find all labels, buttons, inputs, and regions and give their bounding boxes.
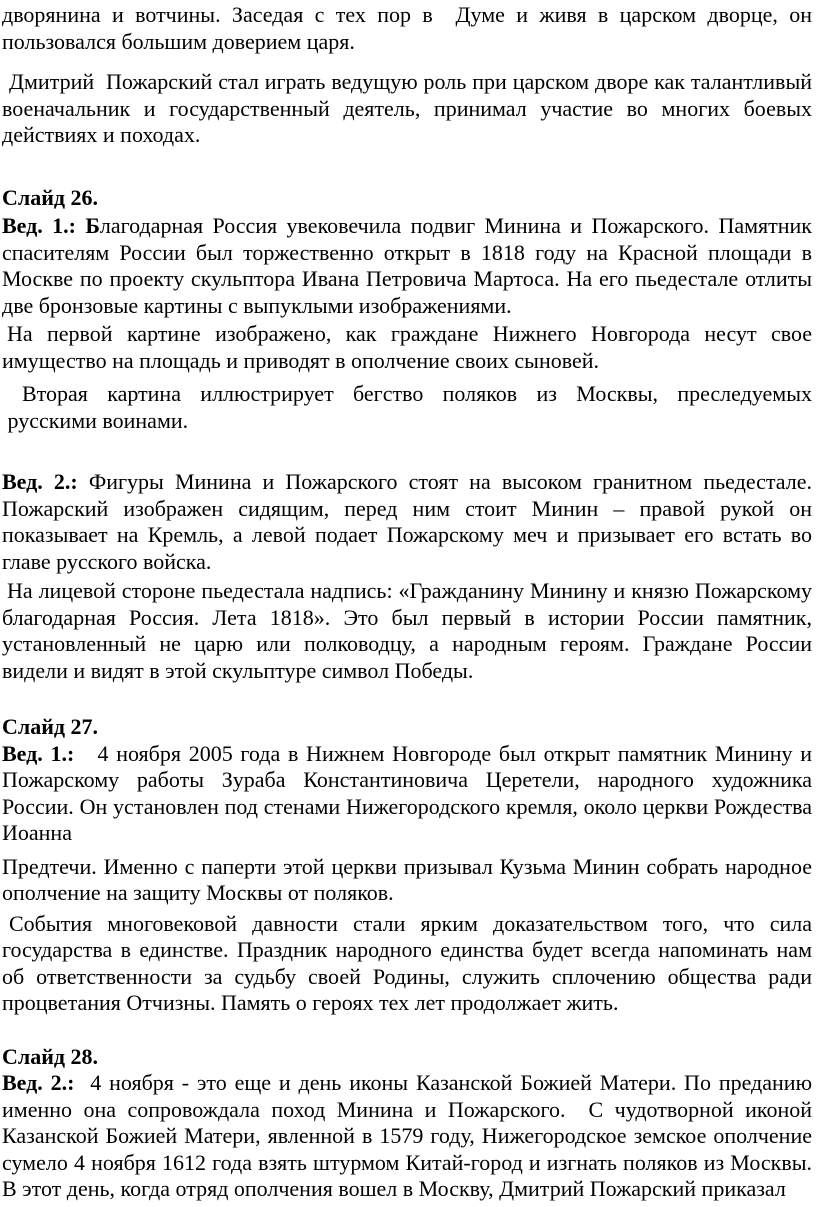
heading-text: Слайд 28.: [2, 1043, 99, 1069]
paragraph-pedestal-inscription: [2, 578, 812, 684]
paragraph-pozharsky-role: [2, 69, 812, 149]
speaker-label: Вед. 1.: Б: [2, 213, 100, 238]
heading-text: Слайд 26.: [2, 184, 99, 210]
paragraph-text: дворянина и вотчины. Заседая с тех пор в Думе и живя в царском дворце, он пользовался большим доверием царя.: [2, 2, 812, 54]
paragraph-second-picture: [2, 381, 812, 434]
paragraph-text: Предтечи. Именно с паперти этой церкви призывал Кузьма Минин собрать народное ополчение на защиту Москвы от поляков.: [2, 853, 812, 905]
heading-slide-28: [2, 1044, 812, 1071]
paragraph-first-picture: [2, 321, 812, 374]
paragraph-text: 4 ноября 2005 года в Нижнем Новгороде был открыт памятник Минину и Пожарскому работы Зураба Константиновича Церетели, народного художника России. Он установлен под стенами Нижегородского кремля, около церкви Рождества Иоанна: [2, 740, 812, 845]
paragraph-text: лагодарная Россия увековечила подвиг Минина и Пожарского. Памятник спасителям России был торжественно открыт в 1818 году на Красной площади в Москве по проекту скульптора Ивана Петровича Мартоса. На его пьедестале отлиты две бронзовые картины с выпуклыми изображениями.: [2, 213, 812, 318]
heading-text: Слайд 27.: [2, 714, 99, 739]
heading-slide-26: [2, 185, 812, 212]
paragraph-text: События многовековой давности стали ярким доказательством того, что сила государства в единстве. Праздник народного единства будет всегда напоминать нам об ответственности за судьбу своей Родины, служить сплочению общества ради процветания Отчизны. Память о героях тех лет продолжает жить.: [2, 910, 812, 1015]
paragraph-unity-holiday: [2, 911, 812, 1017]
paragraph-ved1-monument-2005: [2, 741, 812, 847]
paragraph-predtechi: [2, 854, 812, 907]
speaker-label: Вед. 1.:: [2, 740, 75, 766]
paragraph-text: На первой картине изображено, как граждане Нижнего Новгорода несут свое имущество на площадь и приводят в ополчение своих сыновей.: [2, 321, 812, 373]
heading-slide-27: [2, 714, 812, 741]
paragraph-text: Дмитрий Пожарский стал играть ведущую роль при царском дворе как талантливый военачальник и государственный деятель, принимал участие во многих боевых действиях и походах.: [2, 69, 812, 147]
speaker-label: Вед. 2.:: [2, 1070, 75, 1095]
paragraph-text: 4 ноября - это еще и день иконы Казанской Божией Матери. По преданию именно она сопровождала поход Минина и Пожарского. С чудотворной иконой Казанской Божией Матери, явленной в 1579 году, Нижегородское земское ополчение сумело 4 ноября 1612 года взять штурмом Китай-город и изгнать поляков из Москвы. В этот день, когда отряд ополчения вошел в Москву, Дмитрий Пожарский приказал: [2, 1070, 813, 1201]
speaker-label: Вед. 2.:: [2, 469, 78, 494]
paragraph-ved2-figures: [2, 469, 812, 575]
paragraph-text: Фигуры Минина и Пожарского стоят на высоком гранитном пьедестале. Пожарский изображен сидящим, перед ним стоит Минин – правой рукой он показывает на Кремль, а левой подает Пожарскому меч и призывает его встать во главе русского войска.: [2, 469, 812, 574]
paragraph-ved2-kazan-icon: [2, 1070, 812, 1203]
paragraph-text: Вторая картина иллюстрирует бегство поляков из Москвы, преследуемых русскими воинами.: [2, 381, 812, 433]
paragraph-continuation-votchiny: [2, 2, 812, 55]
paragraph-ved1-monument-1818: [2, 213, 812, 319]
paragraph-text: На лицевой стороне пьедестала надпись: «Гражданину Минину и князю Пожарскому благодарная Россия. Лета 1818». Это был первый в истории России памятник, установленный не царю или полководцу, а народным героям. Граждане России видели и видят в этой скульптуре символ Победы.: [2, 578, 812, 683]
